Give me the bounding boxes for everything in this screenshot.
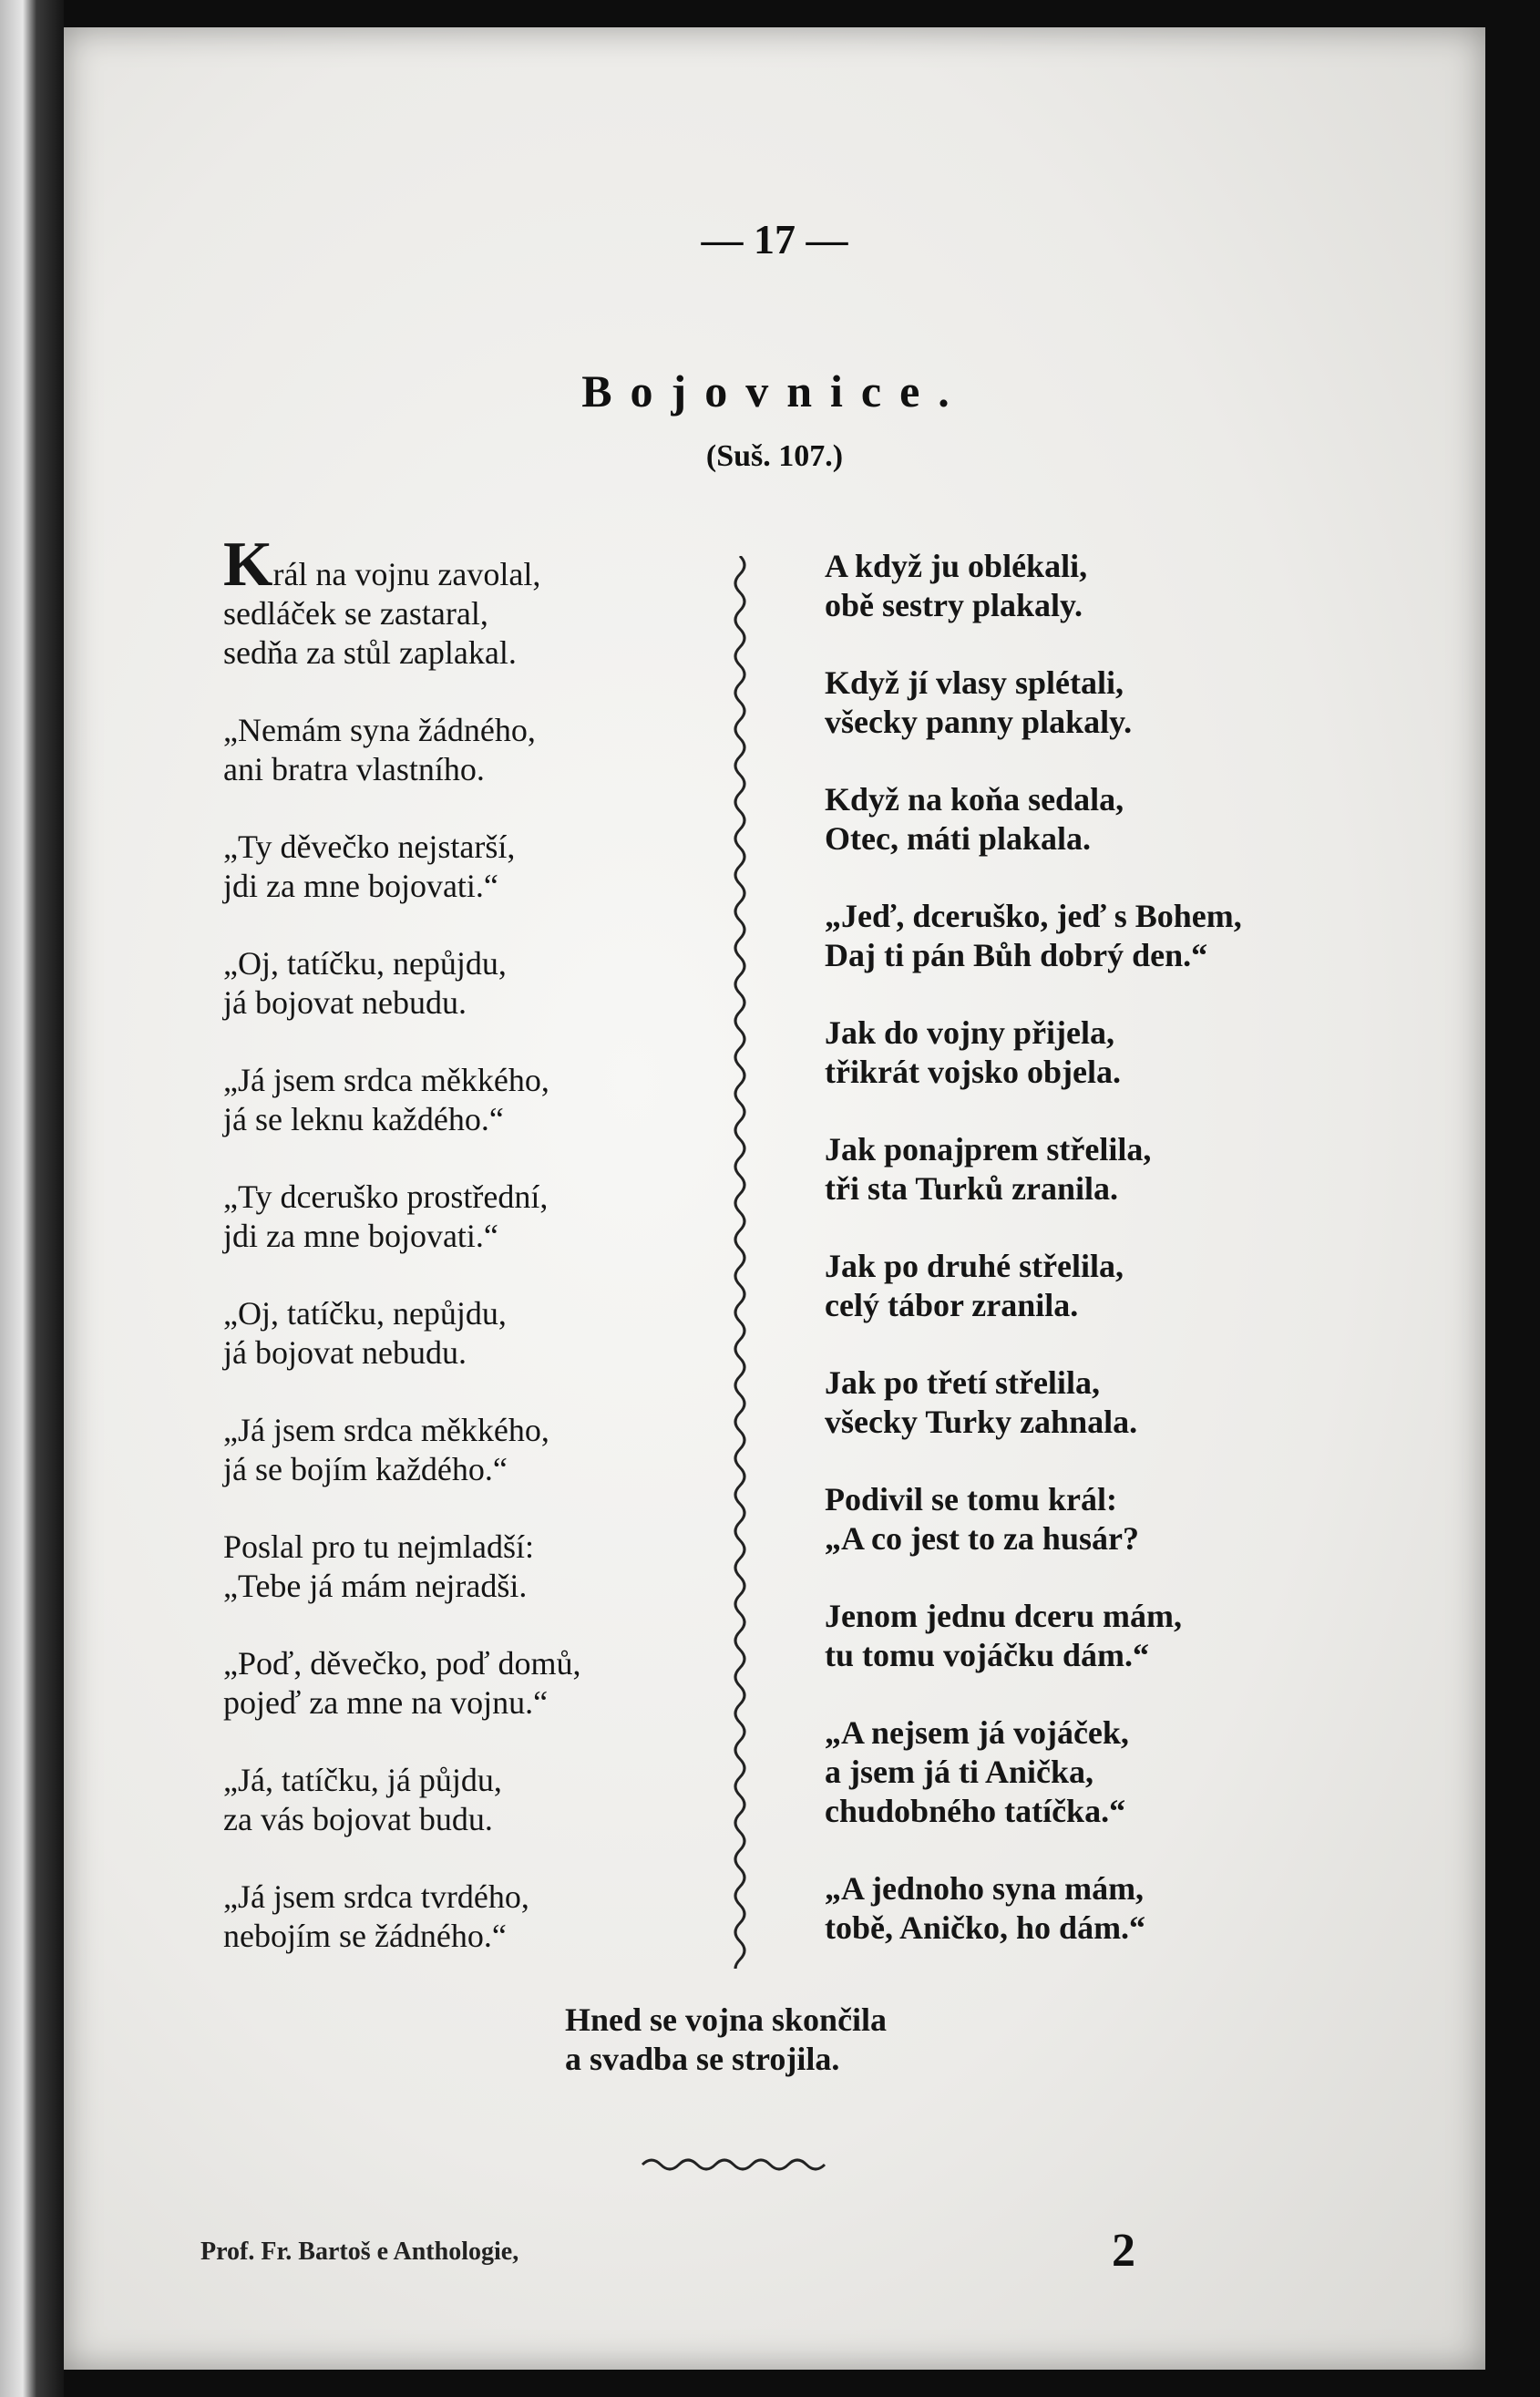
verse-line: Daj ti pán Bůh dobrý den.“ (825, 937, 1208, 973)
verse-line: Když jí vlasy splétali, (825, 664, 1124, 701)
closing-stanza (565, 2001, 887, 2079)
verse-line: „Nemám syna žádného, (223, 712, 536, 748)
verse-line: „Oj, tatíčku, nepůjdu, (223, 1295, 507, 1332)
stanza (825, 1130, 1481, 1209)
verse-line: Jak po třetí střelila, (825, 1364, 1100, 1401)
poem-source: (Suš. 107.) (705, 439, 844, 473)
verse-line: a svadba se strojila. (565, 2041, 840, 2077)
book-spine (0, 0, 64, 2397)
verse-line: sedláček se zastaral, (223, 595, 488, 632)
verse-line: za vás bojovat budu. (223, 1801, 493, 1837)
stanza (825, 780, 1481, 859)
stanza (825, 1869, 1481, 1948)
stanza (825, 1713, 1481, 1831)
stanza (223, 1761, 770, 1839)
verse-line: celý tábor zranila. (825, 1287, 1079, 1323)
left-column (223, 530, 770, 1994)
verse-line: já se bojím každého.“ (223, 1451, 508, 1487)
verse-line: „Jeď, dceruško, jeď s Bohem, (825, 898, 1242, 934)
verse-line: „Oj, tatíčku, nepůjdu, (223, 945, 507, 982)
verse-line: třikrát vojsko objela. (825, 1054, 1121, 1090)
verse-line: obě sestry plakaly. (825, 587, 1083, 623)
stanza (825, 547, 1481, 625)
stanza (825, 664, 1481, 742)
verse-line: Král na vojnu zavolal, (223, 530, 541, 600)
signature-mark: 2 (1112, 2225, 1135, 2277)
stanza (223, 1528, 770, 1606)
verse-line: ani bratra vlastního. (223, 751, 485, 787)
printer-footer: Prof. Fr. Bartoš e Anthologie, (200, 2238, 519, 2266)
verse-line: „A nejsem já vojáček, (825, 1714, 1129, 1751)
verse-line: „Já, tatíčku, já půjdu, (223, 1762, 502, 1798)
stanza (825, 1480, 1481, 1559)
verse-line: já bojovat nebudu. (223, 1334, 467, 1371)
verse-line: všecky Turky zahnala. (825, 1404, 1138, 1440)
verse-line: tu tomu vojáčku dám.“ (825, 1637, 1150, 1673)
verse-line: Když na koňa sedala, (825, 781, 1124, 818)
verse-line: Hned se vojna skončila (565, 2001, 888, 2038)
stanza (223, 1178, 770, 1256)
verse-line: chudobného tatíčka.“ (825, 1793, 1126, 1829)
verse-line: Jak ponajprem střelila, (825, 1131, 1152, 1168)
stanza (825, 1013, 1481, 1092)
verse-line: Podivil se tomu král: (825, 1481, 1117, 1517)
verse-line: „Ty dceruško prostřední, (223, 1178, 549, 1215)
verse-line: Jak po druhé střelila, (825, 1248, 1124, 1284)
verse-line: Otec, máti plakala. (825, 820, 1091, 857)
stanza (223, 711, 770, 789)
stanza (223, 828, 770, 906)
stanza (825, 1597, 1481, 1675)
verse-line: „Poď, děvečko, poď domů, (223, 1645, 581, 1682)
right-column (825, 547, 1481, 1986)
verse-line: „A co jest to za husár? (825, 1520, 1139, 1557)
stanza (223, 530, 770, 673)
stanza (223, 1644, 770, 1723)
stanza (223, 944, 770, 1023)
verse-line: „Tebe já mám nejradši. (223, 1568, 528, 1604)
poem-title: Bojovnice. (581, 365, 968, 417)
stanza (825, 1247, 1481, 1325)
tail-ornament (638, 2151, 838, 2178)
verse-line: A když ju oblékali, (825, 548, 1088, 584)
verse-line: já bojovat nebudu. (223, 984, 467, 1021)
stanza (825, 1363, 1481, 1442)
stanza (223, 1877, 770, 1956)
verse-line: já se leknu každého.“ (223, 1101, 504, 1137)
verse-line: „Já jsem srdca tvrdého, (223, 1878, 529, 1915)
verse-line: „Ty děvečko nejstarší, (223, 828, 516, 865)
verse-line: jdi za mne bojovati.“ (223, 1218, 498, 1254)
verse-line: Jenom jednu dceru mám, (825, 1598, 1182, 1634)
stanza (825, 897, 1481, 975)
book-page (64, 27, 1485, 2370)
verse-line: „Já jsem srdca měkkého, (223, 1412, 549, 1448)
verse-line: pojeď za mne na vojnu.“ (223, 1684, 549, 1721)
verse-line: tobě, Aničko, ho dám.“ (825, 1909, 1146, 1946)
verse-line: tři sta Turků zranila. (825, 1170, 1119, 1207)
verse-line: všecky panny plakaly. (825, 704, 1133, 740)
verse-line: Poslal pro tu nejmladší: (223, 1528, 534, 1565)
page-number: — 17 — (701, 216, 848, 262)
drop-cap: K (223, 530, 273, 600)
verse-line: sedňa za stůl zaplakal. (223, 634, 517, 671)
verse-line: nebojím se žádného.“ (223, 1918, 507, 1954)
wavy-divider (726, 556, 754, 1969)
verse-line: a jsem já ti Anička, (825, 1754, 1093, 1790)
verse-line: Jak do vojny přijela, (825, 1014, 1115, 1051)
stanza (223, 1294, 770, 1373)
stanza (223, 1061, 770, 1139)
verse-line: jdi za mne bojovati.“ (223, 868, 498, 904)
verse-line: „Já jsem srdca měkkého, (223, 1062, 549, 1098)
verse-line: „A jednoho syna mám, (825, 1870, 1145, 1907)
stanza (223, 1411, 770, 1489)
